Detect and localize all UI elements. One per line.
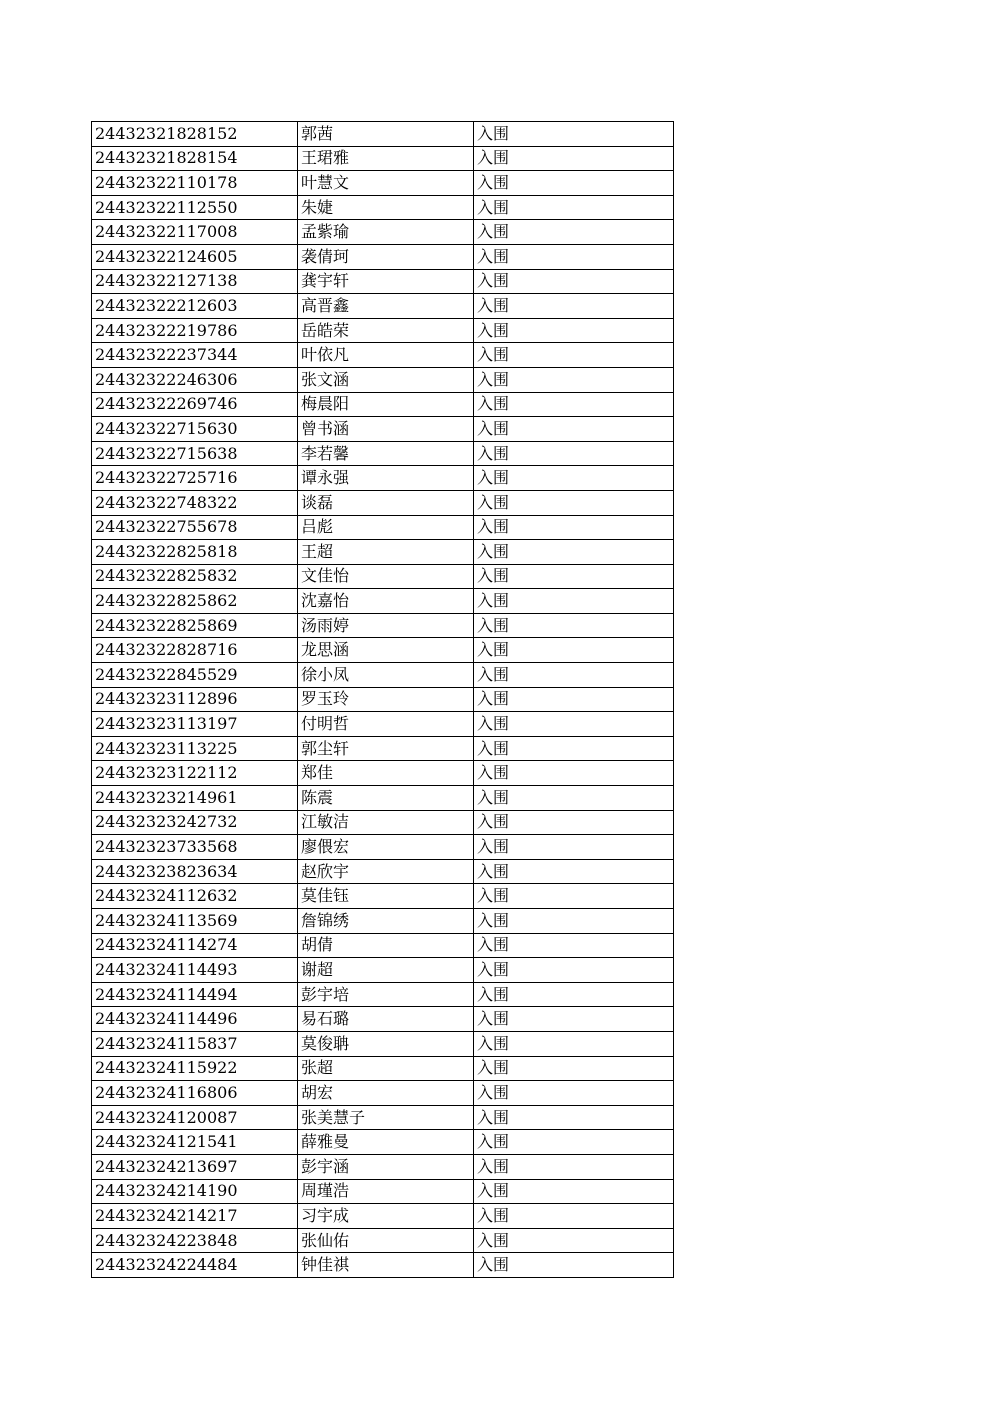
table-row: [92, 220, 674, 245]
candidate-name-cell: 沈嘉怡: [298, 589, 474, 614]
status-cell: 入围: [474, 1081, 674, 1106]
table-row: [92, 122, 674, 147]
candidate-id-cell: 24432322715630: [92, 417, 298, 442]
candidate-name-cell: 莫佳钰: [298, 884, 474, 909]
table-row: [92, 490, 674, 515]
status-cell: 入围: [474, 392, 674, 417]
table-row: [92, 1179, 674, 1204]
status-cell: 入围: [474, 712, 674, 737]
candidate-id-cell: 24432324114274: [92, 933, 298, 958]
table-row: [92, 171, 674, 196]
status-cell: 入围: [474, 515, 674, 540]
table-row: [92, 195, 674, 220]
candidate-name-cell: 张仙佑: [298, 1228, 474, 1253]
table-row: [92, 589, 674, 614]
table-row: [92, 835, 674, 860]
status-cell: 入围: [474, 1007, 674, 1032]
status-cell: 入围: [474, 367, 674, 392]
status-cell: 入围: [474, 884, 674, 909]
status-cell: 入围: [474, 859, 674, 884]
candidate-id-cell: 24432322825869: [92, 613, 298, 638]
table-row: [92, 1253, 674, 1278]
candidate-name-cell: 周瑾浩: [298, 1179, 474, 1204]
status-cell: 入围: [474, 1105, 674, 1130]
status-cell: 入围: [474, 1154, 674, 1179]
candidate-id-cell: 24432322212603: [92, 294, 298, 319]
candidate-id-cell: 24432324113569: [92, 909, 298, 934]
candidate-id-cell: 24432322124605: [92, 244, 298, 269]
table-row: [92, 909, 674, 934]
candidate-name-cell: 江敏洁: [298, 810, 474, 835]
candidate-name-cell: 孟紫瑜: [298, 220, 474, 245]
status-cell: 入围: [474, 195, 674, 220]
candidate-id-cell: 24432322117008: [92, 220, 298, 245]
status-cell: 入围: [474, 663, 674, 688]
candidate-name-cell: 文佳怡: [298, 564, 474, 589]
candidate-name-cell: 谭永强: [298, 466, 474, 491]
candidate-id-cell: 24432322828716: [92, 638, 298, 663]
status-cell: 入围: [474, 909, 674, 934]
candidate-id-cell: 24432321828152: [92, 122, 298, 147]
status-cell: 入围: [474, 589, 674, 614]
candidate-name-cell: 胡倩: [298, 933, 474, 958]
candidate-name-cell: 罗玉玲: [298, 687, 474, 712]
table-row: [92, 786, 674, 811]
status-cell: 入围: [474, 244, 674, 269]
status-cell: 入围: [474, 171, 674, 196]
candidate-name-cell: 岳皓荣: [298, 318, 474, 343]
table-row: [92, 392, 674, 417]
status-cell: 入围: [474, 1130, 674, 1155]
candidate-id-cell: 24432321828154: [92, 146, 298, 171]
candidate-id-cell: 24432322237344: [92, 343, 298, 368]
table-row: [92, 564, 674, 589]
candidate-name-cell: 陈震: [298, 786, 474, 811]
candidate-id-cell: 24432323733568: [92, 835, 298, 860]
candidate-id-cell: 24432323113197: [92, 712, 298, 737]
status-cell: 入围: [474, 269, 674, 294]
table-row: [92, 343, 674, 368]
candidate-id-cell: 24432322748322: [92, 490, 298, 515]
candidate-name-cell: 詹锦绣: [298, 909, 474, 934]
table-row: [92, 884, 674, 909]
candidate-name-cell: 徐小凤: [298, 663, 474, 688]
table-row: [92, 1007, 674, 1032]
candidate-name-cell: 易石璐: [298, 1007, 474, 1032]
status-cell: 入围: [474, 318, 674, 343]
status-cell: 入围: [474, 982, 674, 1007]
candidate-id-cell: 24432323214961: [92, 786, 298, 811]
table-row: [92, 540, 674, 565]
status-cell: 入围: [474, 736, 674, 761]
candidate-name-cell: 龙思涵: [298, 638, 474, 663]
table-row: [92, 1130, 674, 1155]
candidate-id-cell: 24432322825862: [92, 589, 298, 614]
status-cell: 入围: [474, 466, 674, 491]
table-row: [92, 810, 674, 835]
status-cell: 入围: [474, 638, 674, 663]
results-table: [91, 121, 674, 1278]
candidate-id-cell: 24432322725716: [92, 466, 298, 491]
table-row: [92, 638, 674, 663]
status-cell: 入围: [474, 490, 674, 515]
candidate-id-cell: 24432322825832: [92, 564, 298, 589]
candidate-id-cell: 24432322127138: [92, 269, 298, 294]
table-row: [92, 1081, 674, 1106]
candidate-id-cell: 24432323242732: [92, 810, 298, 835]
candidate-name-cell: 莫俊聃: [298, 1031, 474, 1056]
candidate-name-cell: 彭宇涵: [298, 1154, 474, 1179]
status-cell: 入围: [474, 1204, 674, 1229]
candidate-name-cell: 袭倩珂: [298, 244, 474, 269]
table-row: [92, 269, 674, 294]
candidate-name-cell: 习宇成: [298, 1204, 474, 1229]
candidate-name-cell: 龚宇轩: [298, 269, 474, 294]
candidate-id-cell: 24432322246306: [92, 367, 298, 392]
table-row: [92, 244, 674, 269]
status-cell: 入围: [474, 146, 674, 171]
status-cell: 入围: [474, 417, 674, 442]
status-cell: 入围: [474, 1056, 674, 1081]
candidate-id-cell: 24432322845529: [92, 663, 298, 688]
candidate-name-cell: 叶慧文: [298, 171, 474, 196]
table-row: [92, 318, 674, 343]
candidate-id-cell: 24432324114493: [92, 958, 298, 983]
candidate-name-cell: 付明哲: [298, 712, 474, 737]
table-row: [92, 441, 674, 466]
candidate-name-cell: 张美慧子: [298, 1105, 474, 1130]
table-row: [92, 663, 674, 688]
table-row: [92, 515, 674, 540]
table-row: [92, 958, 674, 983]
table-row: [92, 146, 674, 171]
table-row: [92, 1105, 674, 1130]
table-row: [92, 1204, 674, 1229]
status-cell: 入围: [474, 958, 674, 983]
status-cell: 入围: [474, 687, 674, 712]
table-row: [92, 1228, 674, 1253]
candidate-id-cell: 24432324114496: [92, 1007, 298, 1032]
table-row: [92, 1056, 674, 1081]
candidate-name-cell: 梅晨阳: [298, 392, 474, 417]
status-cell: 入围: [474, 786, 674, 811]
candidate-name-cell: 李若馨: [298, 441, 474, 466]
candidate-id-cell: 24432322269746: [92, 392, 298, 417]
candidate-name-cell: 谈磊: [298, 490, 474, 515]
candidate-id-cell: 24432322755678: [92, 515, 298, 540]
candidate-name-cell: 薛雅曼: [298, 1130, 474, 1155]
candidate-name-cell: 廖偎宏: [298, 835, 474, 860]
candidate-id-cell: 24432324224484: [92, 1253, 298, 1278]
candidate-name-cell: 王珺雅: [298, 146, 474, 171]
candidate-name-cell: 朱婕: [298, 195, 474, 220]
candidate-id-cell: 24432324121541: [92, 1130, 298, 1155]
status-cell: 入围: [474, 441, 674, 466]
status-cell: 入围: [474, 122, 674, 147]
status-cell: 入围: [474, 810, 674, 835]
candidate-name-cell: 王超: [298, 540, 474, 565]
candidate-id-cell: 24432324112632: [92, 884, 298, 909]
candidate-name-cell: 郭茜: [298, 122, 474, 147]
status-cell: 入围: [474, 933, 674, 958]
table-row: [92, 613, 674, 638]
status-cell: 入围: [474, 220, 674, 245]
table-row: [92, 417, 674, 442]
candidate-name-cell: 汤雨婷: [298, 613, 474, 638]
table-row: [92, 466, 674, 491]
status-cell: 入围: [474, 1179, 674, 1204]
status-cell: 入围: [474, 835, 674, 860]
candidate-name-cell: 吕彪: [298, 515, 474, 540]
candidate-name-cell: 张文涵: [298, 367, 474, 392]
candidate-id-cell: 24432322110178: [92, 171, 298, 196]
candidate-name-cell: 赵欣宇: [298, 859, 474, 884]
candidate-id-cell: 24432324120087: [92, 1105, 298, 1130]
candidate-name-cell: 郑佳: [298, 761, 474, 786]
candidate-name-cell: 高晋鑫: [298, 294, 474, 319]
candidate-id-cell: 24432324214190: [92, 1179, 298, 1204]
table-row: [92, 294, 674, 319]
table-row: [92, 933, 674, 958]
candidate-id-cell: 24432323113225: [92, 736, 298, 761]
candidate-name-cell: 曾书涵: [298, 417, 474, 442]
status-cell: 入围: [474, 564, 674, 589]
table-row: [92, 982, 674, 1007]
candidate-name-cell: 叶依凡: [298, 343, 474, 368]
candidate-id-cell: 24432324115922: [92, 1056, 298, 1081]
candidate-id-cell: 24432324114494: [92, 982, 298, 1007]
candidate-name-cell: 谢超: [298, 958, 474, 983]
candidate-name-cell: 郭尘轩: [298, 736, 474, 761]
results-table-body: [92, 122, 674, 1278]
status-cell: 入围: [474, 540, 674, 565]
candidate-id-cell: 24432322825818: [92, 540, 298, 565]
table-row: [92, 736, 674, 761]
candidate-id-cell: 24432322219786: [92, 318, 298, 343]
status-cell: 入围: [474, 761, 674, 786]
candidate-id-cell: 24432323823634: [92, 859, 298, 884]
table-row: [92, 761, 674, 786]
candidate-id-cell: 24432324213697: [92, 1154, 298, 1179]
status-cell: 入围: [474, 294, 674, 319]
table-row: [92, 1031, 674, 1056]
candidate-name-cell: 张超: [298, 1056, 474, 1081]
candidate-id-cell: 24432323112896: [92, 687, 298, 712]
candidate-id-cell: 24432323122112: [92, 761, 298, 786]
status-cell: 入围: [474, 343, 674, 368]
candidate-id-cell: 24432322715638: [92, 441, 298, 466]
candidate-id-cell: 24432324115837: [92, 1031, 298, 1056]
candidate-id-cell: 24432324214217: [92, 1204, 298, 1229]
table-row: [92, 367, 674, 392]
candidate-name-cell: 胡宏: [298, 1081, 474, 1106]
status-cell: 入围: [474, 613, 674, 638]
candidate-name-cell: 彭宇培: [298, 982, 474, 1007]
table-row: [92, 712, 674, 737]
candidate-id-cell: 24432324223848: [92, 1228, 298, 1253]
candidate-id-cell: 24432322112550: [92, 195, 298, 220]
status-cell: 入围: [474, 1228, 674, 1253]
table-row: [92, 1154, 674, 1179]
candidate-name-cell: 钟佳祺: [298, 1253, 474, 1278]
table-row: [92, 687, 674, 712]
candidate-id-cell: 24432324116806: [92, 1081, 298, 1106]
table-row: [92, 859, 674, 884]
status-cell: 入围: [474, 1031, 674, 1056]
status-cell: 入围: [474, 1253, 674, 1278]
